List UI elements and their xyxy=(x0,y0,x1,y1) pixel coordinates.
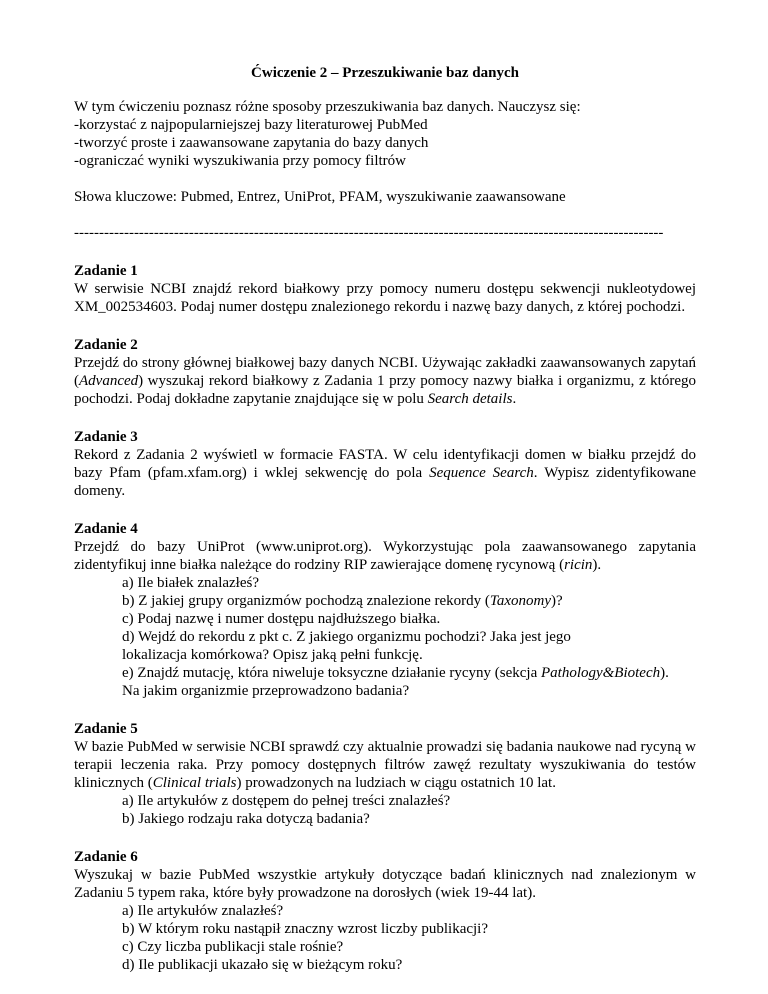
subquestion: b) W którym roku nastąpił znaczny wzrost liczby publikacji? xyxy=(122,921,489,937)
subquestion: e) Znajdź mutację, która niweluje toksyczne działanie rycyny (sekcja Pathology&Biotech). xyxy=(122,665,669,681)
intro-lead: W tym ćwiczeniu poznasz różne sposoby przeszukiwania baz danych. Nauczysz się: xyxy=(74,99,581,115)
task-text: W bazie PubMed w serwisie NCBI sprawdź czy aktualnie prowadzi się badania naukowe nad rycyną w terapii leczenia raka. Przy pomocy dostępnych filtrów zawęź rezultaty wyszukiwania do testów klinicznych (Clinical trials) prowadzonych na ludziach w ciągu ostatnich 10 lat. xyxy=(74,739,696,791)
subquestion: a) Ile artykułów z dostępem do pełnej treści znalazłeś? xyxy=(122,793,451,809)
intro-point: -korzystać z najpopularniejszej bazy literaturowej PubMed xyxy=(74,117,428,133)
intro-point: -tworzyć proste i zaawansowane zapytania do bazy danych xyxy=(74,135,429,151)
task-text: Przejdź do strony głównej białkowej bazy danych NCBI. Używając zakładki zaawansowanych zapytań (Advanced) wyszukaj rekord białkowy z Zadania 1 przy pomocy nazwy białka i organizmu, z którego pochodzi. Podaj dokładne zapytanie znajdujące się w polu Search details. xyxy=(74,355,696,407)
task-subquestions xyxy=(74,574,696,700)
intro-point: -ograniczać wyniki wyszukiwania przy pomocy filtrów xyxy=(74,153,406,169)
subquestion: d) Ile publikacji ukazało się w bieżącym roku? xyxy=(122,957,403,973)
subquestion: a) Ile białek znalazłeś? xyxy=(122,575,259,591)
page-title: Ćwiczenie 2 – Przeszukiwanie baz danych xyxy=(251,65,519,81)
task-title: Zadanie 3 xyxy=(74,429,138,445)
separator-line: ---------------------------------------------------------------------------------------------------------------------- xyxy=(74,225,664,241)
task-subquestions xyxy=(74,792,696,828)
task-title: Zadanie 1 xyxy=(74,263,138,279)
keywords: Słowa kluczowe: Pubmed, Entrez, UniProt, PFAM, wyszukiwanie zaawansowane xyxy=(74,189,566,205)
subquestion: b) Z jakiej grupy organizmów pochodzą znalezione rekordy (Taxonomy)? xyxy=(122,593,563,609)
task-text: Rekord z Zadania 2 wyświetl w formacie FASTA. W celu identyfikacji domen w białku przejdź do bazy Pfam (pfam.xfam.org) i wklej sekwencję do pola Sequence Search. Wypisz zidentyfikowane domeny. xyxy=(74,447,697,499)
task-subquestions xyxy=(74,902,696,974)
subquestion: a) Ile artykułów znalazłeś? xyxy=(122,903,284,919)
task-4 xyxy=(74,520,696,700)
task-title: Zadanie 4 xyxy=(74,521,138,537)
subquestion-continued: Na jakim organizmie przeprowadzono badania? xyxy=(122,683,410,699)
document-page xyxy=(74,64,696,974)
task-2 xyxy=(74,336,696,408)
subquestion-continued: lokalizacja komórkowa? Opisz jaką pełni funkcję. xyxy=(122,647,423,663)
subquestion: c) Podaj nazwę i numer dostępu najdłuższego białka. xyxy=(122,611,441,627)
task-text: Przejdź do bazy UniProt (www.uniprot.org). Wykorzystując pola zaawansowanego zapytania zidentyfikuj inne białka należące do rodziny RIP zawierające domenę rycynową (ricin). xyxy=(74,539,696,573)
task-5 xyxy=(74,720,696,828)
subquestion: d) Wejdź do rekordu z pkt c. Z jakiego organizmu pochodzi? Jaka jest jego xyxy=(122,629,571,645)
intro-section xyxy=(74,98,696,170)
task-1 xyxy=(74,262,696,316)
task-title: Zadanie 5 xyxy=(74,721,138,737)
task-title: Zadanie 6 xyxy=(74,849,138,865)
task-text: W serwisie NCBI znajdź rekord białkowy przy pomocy numeru dostępu sekwencji nukleotydowej XM_002534603. Podaj numer dostępu znalezionego rekordu i nazwę bazy danych, z której pochodzi. xyxy=(74,281,696,315)
task-text: Wyszukaj w bazie PubMed wszystkie artykuły dotyczące badań klinicznych nad znalezionym w Zadaniu 5 typem raka, które były prowadzone na dorosłych (wiek 19-44 lat). xyxy=(74,867,696,901)
task-6 xyxy=(74,848,696,974)
subquestion: c) Czy liczba publikacji stale rośnie? xyxy=(122,939,344,955)
subquestion: b) Jakiego rodzaju raka dotyczą badania? xyxy=(122,811,370,827)
task-title: Zadanie 2 xyxy=(74,337,138,353)
task-3 xyxy=(74,428,696,500)
